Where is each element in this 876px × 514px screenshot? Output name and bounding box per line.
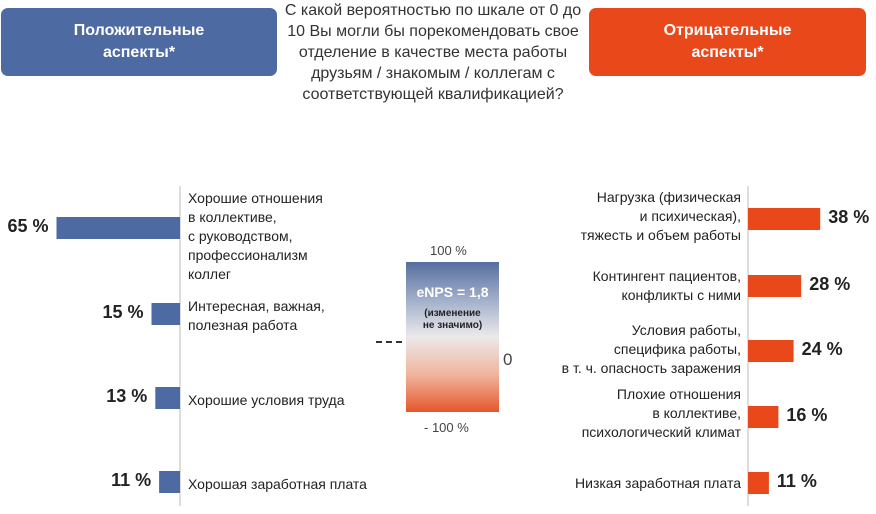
negative-value-2: 28 % bbox=[809, 274, 851, 294]
survey-question: С какой вероятностью по шкале от 0 до 10 Вы могли бы порекомендовать свое отделение в качестве места работы друзьям / знакомым / коллегам с соответствующей квалификацией? bbox=[284, 2, 582, 103]
negative-bar-4 bbox=[748, 406, 778, 428]
positive-value-4: 11 % bbox=[111, 470, 152, 490]
negative-category-4 bbox=[582, 385, 741, 442]
nps-title: eNPS = 1,8 bbox=[416, 284, 489, 300]
negative-category-line: Низкая заработная плата bbox=[575, 475, 741, 491]
negative-category-line: Нагрузка (физическая bbox=[596, 189, 741, 205]
negative-category-line: Контингент пациентов, bbox=[592, 268, 741, 284]
positive-category-line: коллег bbox=[188, 266, 231, 282]
positive-category-3 bbox=[188, 391, 344, 410]
positive-category-line: Хорошая заработная плата bbox=[188, 476, 367, 492]
negative-category-5 bbox=[575, 474, 741, 493]
negative-category-line: Плохие отношения bbox=[616, 386, 741, 402]
positive-aspects-title: Положительные аспекты* bbox=[73, 22, 205, 61]
negative-value-5: 11 % bbox=[776, 471, 817, 491]
negative-bar-1 bbox=[748, 208, 820, 230]
positive-bar-3 bbox=[155, 387, 180, 409]
negative-category-line: и психическая), bbox=[639, 208, 741, 224]
positive-bar-1 bbox=[57, 217, 181, 239]
positive-category-1 bbox=[188, 189, 323, 284]
negative-bar-2 bbox=[748, 275, 801, 297]
negative-value-3: 24 % bbox=[801, 339, 843, 359]
negative-aspects-title: Отрицательные аспекты* bbox=[663, 22, 792, 61]
negative-value-4: 16 % bbox=[786, 405, 828, 425]
positive-category-line: Хорошие условия труда bbox=[188, 392, 345, 408]
positive-value-3: 13 % bbox=[106, 386, 148, 406]
negative-bar-5 bbox=[748, 472, 769, 494]
negative-category-line: специфика работы, bbox=[613, 341, 741, 357]
negative-category-3 bbox=[562, 321, 741, 378]
positive-value-2: 15 % bbox=[102, 302, 144, 322]
negative-category-line: в т. ч. опасность заражения bbox=[561, 360, 741, 376]
positive-category-line: с руководством, bbox=[188, 228, 293, 244]
negative-value-1: 38 % bbox=[828, 207, 870, 227]
negative-category-line: Условия работы, bbox=[631, 322, 741, 338]
positive-value-1: 65 % bbox=[7, 216, 49, 236]
negative-category-2 bbox=[593, 267, 741, 305]
negative-category-1 bbox=[581, 188, 741, 245]
negative-category-line: конфликты с ними bbox=[621, 287, 741, 303]
negative-category-line: тяжесть и объем работы bbox=[580, 227, 741, 243]
nps-scale-top: 100 % bbox=[430, 243, 467, 258]
nps-note: (изменение не значимо) bbox=[422, 308, 483, 331]
positive-category-line: профессионализм bbox=[188, 247, 308, 263]
negative-bar-3 bbox=[748, 340, 794, 362]
positive-category-line: Интересная, важная, bbox=[188, 298, 325, 314]
nps-scale-bottom: - 100 % bbox=[424, 420, 469, 435]
positive-bar-4 bbox=[159, 471, 180, 493]
positive-category-line: полезная работа bbox=[188, 317, 298, 333]
positive-category-line: в коллективе, bbox=[188, 209, 277, 225]
positive-bar-2 bbox=[152, 303, 181, 325]
positive-category-line: Хорошие отношения bbox=[188, 190, 323, 206]
negative-category-line: психологический климат bbox=[581, 424, 741, 440]
positive-category-4 bbox=[188, 475, 367, 494]
nps-scale-zero: 0 bbox=[503, 350, 513, 369]
negative-category-line: в коллективе, bbox=[652, 405, 741, 421]
positive-category-2 bbox=[188, 297, 325, 335]
